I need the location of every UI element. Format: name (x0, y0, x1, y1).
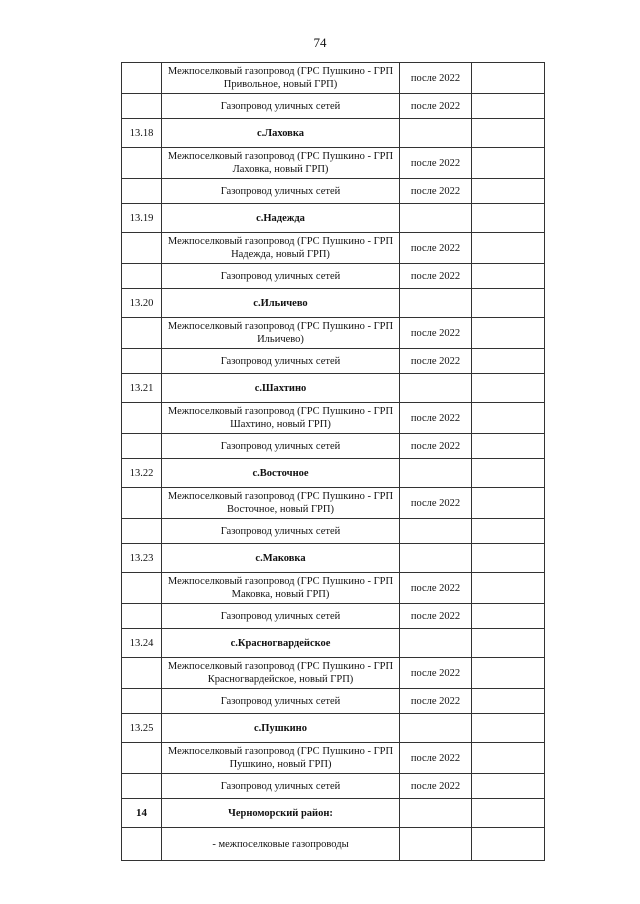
row-extra (472, 403, 545, 434)
row-period: после 2022 (400, 743, 472, 774)
row-extra (472, 774, 545, 799)
table-row (122, 94, 545, 119)
row-name: Газопровод уличных сетей (162, 179, 400, 204)
row-name: Газопровод уличных сетей (162, 349, 400, 374)
section-row (122, 374, 545, 403)
row-period: после 2022 (400, 349, 472, 374)
row-period: после 2022 (400, 318, 472, 349)
table-row (122, 519, 545, 544)
row-period (400, 714, 472, 743)
table-row (122, 179, 545, 204)
row-period: после 2022 (400, 488, 472, 519)
row-period: после 2022 (400, 658, 472, 689)
section-row (122, 544, 545, 573)
row-number (122, 63, 162, 94)
row-extra (472, 488, 545, 519)
row-number: 13.25 (122, 714, 162, 743)
row-period (400, 828, 472, 861)
row-name: Межпоселковый газопровод (ГРС Пушкино - ГРП Привольное, новый ГРП) (162, 63, 400, 94)
row-number: 13.20 (122, 289, 162, 318)
row-number: 13.19 (122, 204, 162, 233)
row-extra (472, 519, 545, 544)
section-row (122, 799, 545, 828)
row-number (122, 658, 162, 689)
row-period: после 2022 (400, 264, 472, 289)
row-name: Межпоселковый газопровод (ГРС Пушкино - ГРП Надежда, новый ГРП) (162, 233, 400, 264)
row-extra (472, 714, 545, 743)
row-number (122, 148, 162, 179)
row-period (400, 289, 472, 318)
row-period (400, 204, 472, 233)
row-extra (472, 94, 545, 119)
row-number: 13.23 (122, 544, 162, 573)
row-name: с.Красногвардейское (162, 629, 400, 658)
row-extra (472, 629, 545, 658)
section-row (122, 459, 545, 488)
row-number (122, 233, 162, 264)
row-extra (472, 828, 545, 861)
row-extra (472, 689, 545, 714)
row-period: после 2022 (400, 604, 472, 629)
table-row (122, 488, 545, 519)
table-row (122, 689, 545, 714)
row-number (122, 403, 162, 434)
row-extra (472, 459, 545, 488)
row-period: после 2022 (400, 573, 472, 604)
row-name: Межпоселковый газопровод (ГРС Пушкино - ГРП Маковка, новый ГРП) (162, 573, 400, 604)
row-period: после 2022 (400, 63, 472, 94)
row-number: 13.21 (122, 374, 162, 403)
row-extra (472, 63, 545, 94)
row-name: с.Пушкино (162, 714, 400, 743)
table-row (122, 828, 545, 861)
row-number (122, 94, 162, 119)
row-extra (472, 289, 545, 318)
row-number (122, 349, 162, 374)
row-period: после 2022 (400, 148, 472, 179)
row-number: 13.22 (122, 459, 162, 488)
row-number (122, 573, 162, 604)
row-number (122, 264, 162, 289)
row-name: Газопровод уличных сетей (162, 774, 400, 799)
section-row (122, 289, 545, 318)
row-period: после 2022 (400, 179, 472, 204)
row-name: Межпоселковый газопровод (ГРС Пушкино - ГРП Шахтино, новый ГРП) (162, 403, 400, 434)
row-period: после 2022 (400, 434, 472, 459)
row-name: Межпоселковый газопровод (ГРС Пушкино - ГРП Пушкино, новый ГРП) (162, 743, 400, 774)
row-extra (472, 264, 545, 289)
row-number (122, 318, 162, 349)
row-extra (472, 374, 545, 403)
row-extra (472, 179, 545, 204)
row-name: Межпоселковый газопровод (ГРС Пушкино - ГРП Лаховка, новый ГРП) (162, 148, 400, 179)
row-number: 14 (122, 799, 162, 828)
table-row (122, 63, 545, 94)
section-row (122, 714, 545, 743)
row-name: с.Маковка (162, 544, 400, 573)
table-row (122, 403, 545, 434)
row-number (122, 604, 162, 629)
row-period (400, 119, 472, 148)
row-name: с.Шахтино (162, 374, 400, 403)
row-period: после 2022 (400, 94, 472, 119)
row-name: Газопровод уличных сетей (162, 604, 400, 629)
table-row (122, 349, 545, 374)
row-number (122, 434, 162, 459)
row-number (122, 774, 162, 799)
row-name: с.Ильичево (162, 289, 400, 318)
row-period (400, 799, 472, 828)
row-period (400, 459, 472, 488)
table-row (122, 743, 545, 774)
row-extra (472, 349, 545, 374)
row-extra (472, 233, 545, 264)
row-extra (472, 743, 545, 774)
row-name: Газопровод уличных сетей (162, 689, 400, 714)
row-number (122, 743, 162, 774)
row-extra (472, 434, 545, 459)
row-extra (472, 318, 545, 349)
table-row (122, 774, 545, 799)
row-extra (472, 148, 545, 179)
row-extra (472, 604, 545, 629)
row-name: Газопровод уличных сетей (162, 264, 400, 289)
row-extra (472, 544, 545, 573)
row-name: - межпоселковые газопроводы (162, 828, 400, 861)
section-row (122, 119, 545, 148)
row-number (122, 488, 162, 519)
row-extra (472, 658, 545, 689)
table-row (122, 233, 545, 264)
table-row (122, 434, 545, 459)
row-name: с.Восточное (162, 459, 400, 488)
row-number (122, 689, 162, 714)
section-row (122, 204, 545, 233)
table-row (122, 604, 545, 629)
table-row (122, 573, 545, 604)
table-row (122, 658, 545, 689)
row-name: Межпоселковый газопровод (ГРС Пушкино - ГРП Ильичево) (162, 318, 400, 349)
row-extra (472, 204, 545, 233)
row-number: 13.18 (122, 119, 162, 148)
row-period (400, 374, 472, 403)
row-extra (472, 119, 545, 148)
page-number: 74 (313, 35, 327, 50)
row-extra (472, 799, 545, 828)
row-name: Черноморский район: (162, 799, 400, 828)
row-number (122, 828, 162, 861)
row-period: после 2022 (400, 233, 472, 264)
row-period: после 2022 (400, 774, 472, 799)
row-extra (472, 573, 545, 604)
gas-pipeline-table (121, 62, 545, 861)
table-body (122, 63, 545, 861)
row-period: после 2022 (400, 403, 472, 434)
row-number: 13.24 (122, 629, 162, 658)
table-row (122, 264, 545, 289)
row-name: Межпоселковый газопровод (ГРС Пушкино - ГРП Восточное, новый ГРП) (162, 488, 400, 519)
row-name: с.Надежда (162, 204, 400, 233)
row-name: Газопровод уличных сетей (162, 519, 400, 544)
table-row (122, 318, 545, 349)
row-name: Газопровод уличных сетей (162, 94, 400, 119)
row-period (400, 544, 472, 573)
row-period (400, 519, 472, 544)
table-row (122, 148, 545, 179)
section-row (122, 629, 545, 658)
row-period (400, 629, 472, 658)
row-number (122, 179, 162, 204)
row-name: Межпоселковый газопровод (ГРС Пушкино - ГРП Красногвардейское, новый ГРП) (162, 658, 400, 689)
row-name: с.Лаховка (162, 119, 400, 148)
row-number (122, 519, 162, 544)
row-name: Газопровод уличных сетей (162, 434, 400, 459)
row-period: после 2022 (400, 689, 472, 714)
